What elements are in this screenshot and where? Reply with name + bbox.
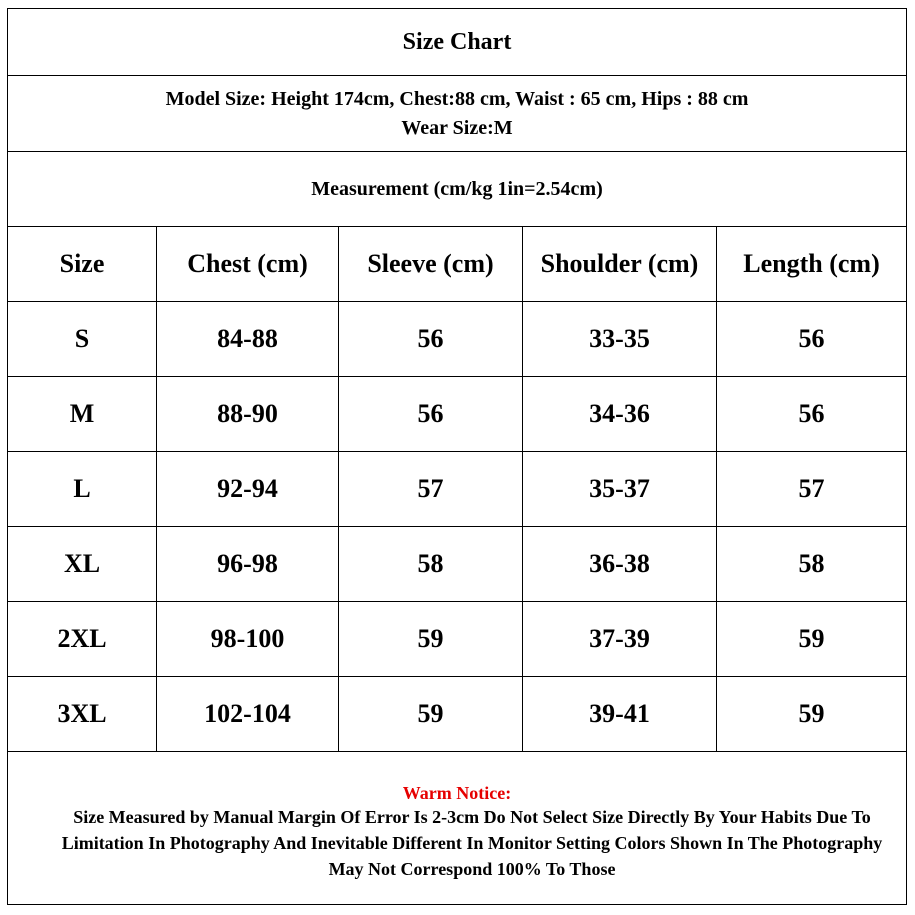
size-chart: [7, 8, 907, 905]
table-cell-sleeve: 56: [339, 377, 523, 452]
table-cell-size: M: [8, 377, 157, 452]
table-cell-sleeve: 57: [339, 452, 523, 527]
table-cell-shoulder: 35-37: [523, 452, 717, 527]
table-cell-length: 59: [717, 602, 906, 677]
table-cell-shoulder: 34-36: [523, 377, 717, 452]
measurement-note-text: Measurement (cm/kg 1in=2.54cm): [311, 177, 603, 200]
model-info: [8, 76, 906, 152]
table-cell-size: XL: [8, 527, 157, 602]
model-info-line1: Model Size: Height 174cm, Chest:88 cm, Waist : 65 cm, Hips : 88 cm: [165, 87, 749, 110]
table-cell-size: 3XL: [8, 677, 157, 752]
table-cell-shoulder: 37-39: [523, 602, 717, 677]
table-header-chest: Chest (cm): [157, 227, 339, 302]
table-cell-size: L: [8, 452, 157, 527]
table-cell-chest: 96-98: [157, 527, 339, 602]
table-cell-shoulder: 39-41: [523, 677, 717, 752]
table-cell-chest: 92-94: [157, 452, 339, 527]
warm-notice-title: Warm Notice:: [402, 783, 512, 803]
table-cell-length: 57: [717, 452, 906, 527]
model-info-line2: Wear Size:M: [401, 116, 513, 139]
warm-notice-body: Size Measured by Manual Margin Of Error Is 2-3cm Do Not Select Size Directly By Your Habits Due To Limitation In Photography And Inevitable Different In Monitor Setting Colors Shown In The Photography May Not Correspond 100% To Those: [61, 807, 883, 879]
warm-notice: [8, 752, 906, 904]
chart-title: [8, 9, 906, 76]
table-header-size: Size: [8, 227, 157, 302]
table-cell-shoulder: 36-38: [523, 527, 717, 602]
table-cell-chest: 84-88: [157, 302, 339, 377]
table-cell-length: 58: [717, 527, 906, 602]
table-cell-chest: 102-104: [157, 677, 339, 752]
table-cell-length: 56: [717, 302, 906, 377]
table-cell-chest: 98-100: [157, 602, 339, 677]
table-cell-size: 2XL: [8, 602, 157, 677]
size-table: [8, 227, 906, 752]
table-cell-sleeve: 58: [339, 527, 523, 602]
table-cell-sleeve: 56: [339, 302, 523, 377]
table-cell-shoulder: 33-35: [523, 302, 717, 377]
table-header-sleeve: Sleeve (cm): [339, 227, 523, 302]
measurement-note: [8, 152, 906, 227]
table-cell-size: S: [8, 302, 157, 377]
table-header-length: Length (cm): [717, 227, 906, 302]
chart-title-text: Size Chart: [402, 28, 512, 55]
table-cell-sleeve: 59: [339, 677, 523, 752]
table-cell-sleeve: 59: [339, 602, 523, 677]
table-cell-length: 59: [717, 677, 906, 752]
table-cell-length: 56: [717, 377, 906, 452]
table-cell-chest: 88-90: [157, 377, 339, 452]
table-header-shoulder: Shoulder (cm): [523, 227, 717, 302]
